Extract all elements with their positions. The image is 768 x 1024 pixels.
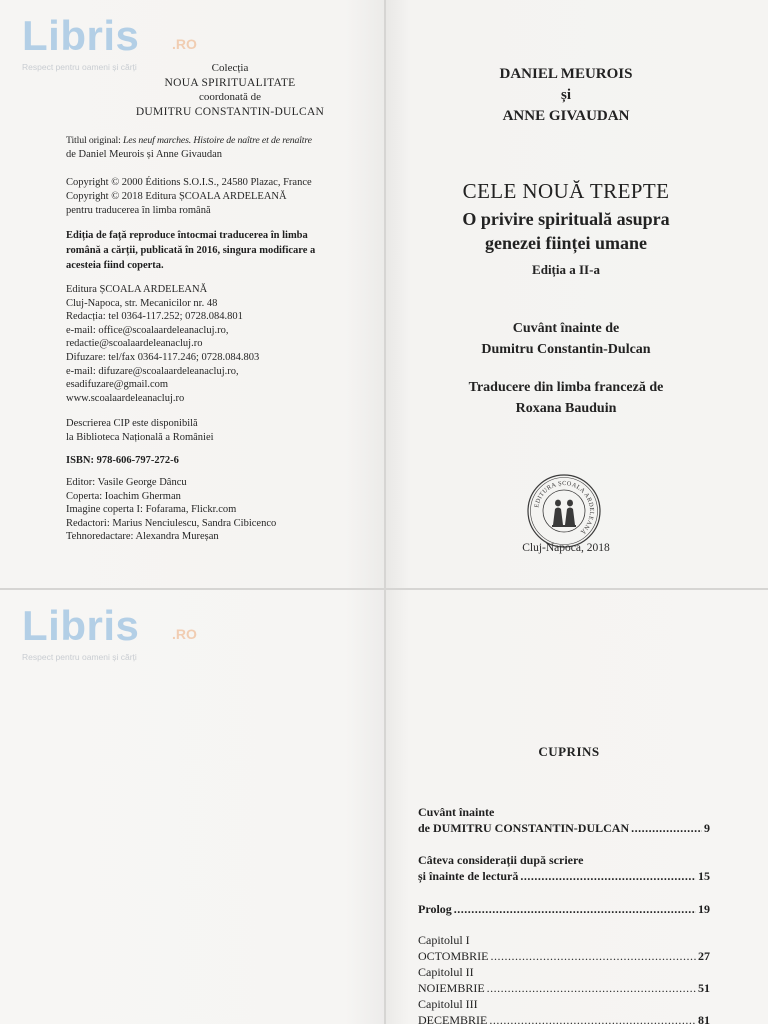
edition-note [66, 228, 376, 273]
credit-line: Imagine coperta I: Fofarama, Flickr.com [66, 504, 237, 515]
edition-label: Ediția a II-a [532, 262, 600, 277]
toc-entry-text: DECEMBRIE [418, 1013, 488, 1024]
translation-line: Roxana Bauduin [515, 401, 617, 416]
toc-entry-text: OCTOMBRIE [418, 949, 489, 963]
blank-page [0, 590, 384, 1024]
translation-line: Traducere din limba franceză de [468, 380, 664, 395]
dot-leader [631, 820, 702, 836]
translation-credit [426, 377, 706, 419]
copyright-line: Copyright © 2018 Editura ȘCOALA ARDELEANĂ [66, 190, 287, 202]
toc-chapter-label: Capitolul I [418, 933, 470, 947]
copyright-block [66, 176, 376, 217]
toc-entry-line [418, 901, 710, 917]
subtitle-line: O privire spirituală asupra [462, 209, 670, 229]
publisher-line: esadifuzare@gmail.com [66, 379, 169, 391]
toc-page-number: 51 [698, 981, 710, 995]
original-title: Les neuf marches. Histoire de naître et de renaître [122, 135, 312, 146]
copyright-line: Copyright © 2000 Éditions S.O.I.S., 24580 Plazac, France [66, 177, 312, 188]
publisher-line: Cluj-Napoca, str. Mecanicilor nr. 48 [66, 297, 218, 309]
publisher-line: e-mail: office@scoalaardeleanacluj.ro, [66, 324, 229, 336]
watermark-tld: .RO [172, 36, 197, 52]
toc-page-number: 19 [698, 902, 710, 916]
copyright-line: pentru traducerea în limba română [66, 204, 211, 216]
toc-heading: CUPRINS [538, 744, 600, 759]
toc-entry-line [418, 980, 710, 996]
book-subtitle [426, 207, 706, 255]
watermark-brand: Libris [22, 12, 140, 59]
author-conjunction: și [560, 87, 571, 103]
dot-leader [487, 980, 696, 996]
toc-entry [418, 901, 710, 917]
watermark-tagline: Respect pentru oameni și cărți [22, 62, 137, 72]
toc-page-number: 15 [698, 869, 710, 883]
cip-line: Descrierea CIP este disponibilă [66, 418, 198, 429]
title-page [386, 0, 768, 588]
toc-entry-title: Câteva considerații după scriere [418, 853, 584, 867]
credit-line: Coperta: Ioachim Gherman [66, 490, 181, 502]
edition-note-line: Ediția de față reproduce întocmai traducerea în limba [66, 230, 308, 241]
original-authors: de Daniel Meurois și Anne Givaudan [66, 148, 223, 160]
toc-entry-text: NOIEMBRIE [418, 981, 485, 995]
collection-name: NOUA SPIRITUALITATE [164, 76, 296, 89]
libris-watermark [22, 604, 222, 664]
cip-line: la Biblioteca Națională a României [66, 431, 214, 443]
dot-leader [489, 1012, 696, 1024]
publisher-line: Redacția: tel 0364-117.252; 0728.084.801 [66, 311, 243, 323]
place-and-year: Cluj-Napoca, 2018 [522, 542, 610, 554]
svg-text:EDITURA ȘCOALA ARDELEANĂ [533, 480, 595, 536]
foreword-credit [426, 318, 706, 360]
toc-entry-text: de DUMITRU CONSTANTIN-DULCAN [418, 821, 630, 835]
toc-entry-line [418, 948, 710, 964]
publisher-line: Difuzare: tel/fax 0364-117.246; 0728.084.803 [66, 351, 260, 363]
foreword-line: Dumitru Constantin-Dulcan [481, 342, 651, 357]
publisher-block [66, 283, 376, 405]
original-title-block [66, 134, 376, 162]
toc-page-number: 27 [698, 949, 710, 963]
credit-line: Editor: Vasile George Dâncu [66, 477, 187, 488]
toc-entry [418, 804, 710, 836]
publisher-line: Editura ȘCOALA ARDELEANĂ [66, 284, 208, 295]
collection-header [80, 61, 380, 119]
toc-entry-title: Cuvânt înainte [418, 805, 495, 819]
subtitle-line: genezei ființei umane [485, 233, 647, 253]
isbn-text: ISBN: 978-606-797-272-6 [66, 455, 179, 466]
isbn [66, 454, 376, 468]
dot-leader [520, 868, 696, 884]
watermark-brand: Libris [22, 602, 140, 649]
foreword-line: Cuvânt înainte de [512, 321, 620, 336]
toc-entry-line [418, 820, 710, 836]
contents-page [386, 590, 768, 1024]
author-2: ANNE GIVAUDAN [502, 108, 630, 124]
publisher-seal-icon [526, 473, 602, 549]
original-title-line [66, 134, 376, 148]
toc-chapter-label: Capitolul II [418, 965, 474, 979]
toc-entry-line [418, 868, 710, 884]
cip-block [66, 417, 376, 445]
seal-text: EDITURA ȘCOALA ARDELEANĂ [533, 479, 596, 536]
toc-entry-text: și înainte de lectură [418, 869, 519, 883]
watermark-tld: .RO [172, 626, 197, 642]
authors [426, 64, 706, 127]
author-1: DANIEL MEUROIS [499, 66, 633, 82]
credit-line: Redactori: Marius Nenciulescu, Sandra Cibicenco [66, 517, 277, 529]
publisher-line: e-mail: difuzare@scoalaardeleanacluj.ro, [66, 365, 239, 377]
credit-line: Tehnoredactare: Alexandra Mureșan [66, 531, 219, 542]
toc-entry [418, 996, 710, 1024]
toc-entry-text: Prolog [418, 902, 452, 916]
credits-block [66, 476, 376, 544]
toc-page-number: 81 [698, 1013, 710, 1024]
toc-page-number: 9 [704, 821, 710, 835]
toc-entry [418, 852, 710, 884]
colophon-page [0, 0, 384, 588]
book-title: CELE NOUĂ TREPTE [462, 179, 670, 203]
toc-entry [418, 932, 710, 964]
coordinator-name: DUMITRU CONSTANTIN-DULCAN [135, 105, 325, 118]
publisher-line: www.scoalaardeleanacluj.ro [66, 392, 185, 404]
dot-leader [454, 901, 696, 917]
collection-label: Colecția [211, 62, 249, 74]
toc-chapter-label: Capitolul III [418, 997, 478, 1011]
coordinated-label: coordonată de [199, 91, 261, 104]
toc-entry [418, 964, 710, 996]
dot-leader [490, 948, 696, 964]
watermark-tagline: Respect pentru oameni și cărți [22, 652, 137, 662]
edition-note-line: română a cărții, publicată în 2016, singura modificare a [66, 245, 316, 256]
toc-entry-line [418, 1012, 710, 1024]
publisher-line: redactie@scoalaardeleanacluj.ro [66, 338, 203, 350]
edition-note-line: acesteia fiind coperta. [66, 260, 164, 271]
original-title-label: Titlul original: [66, 135, 123, 146]
